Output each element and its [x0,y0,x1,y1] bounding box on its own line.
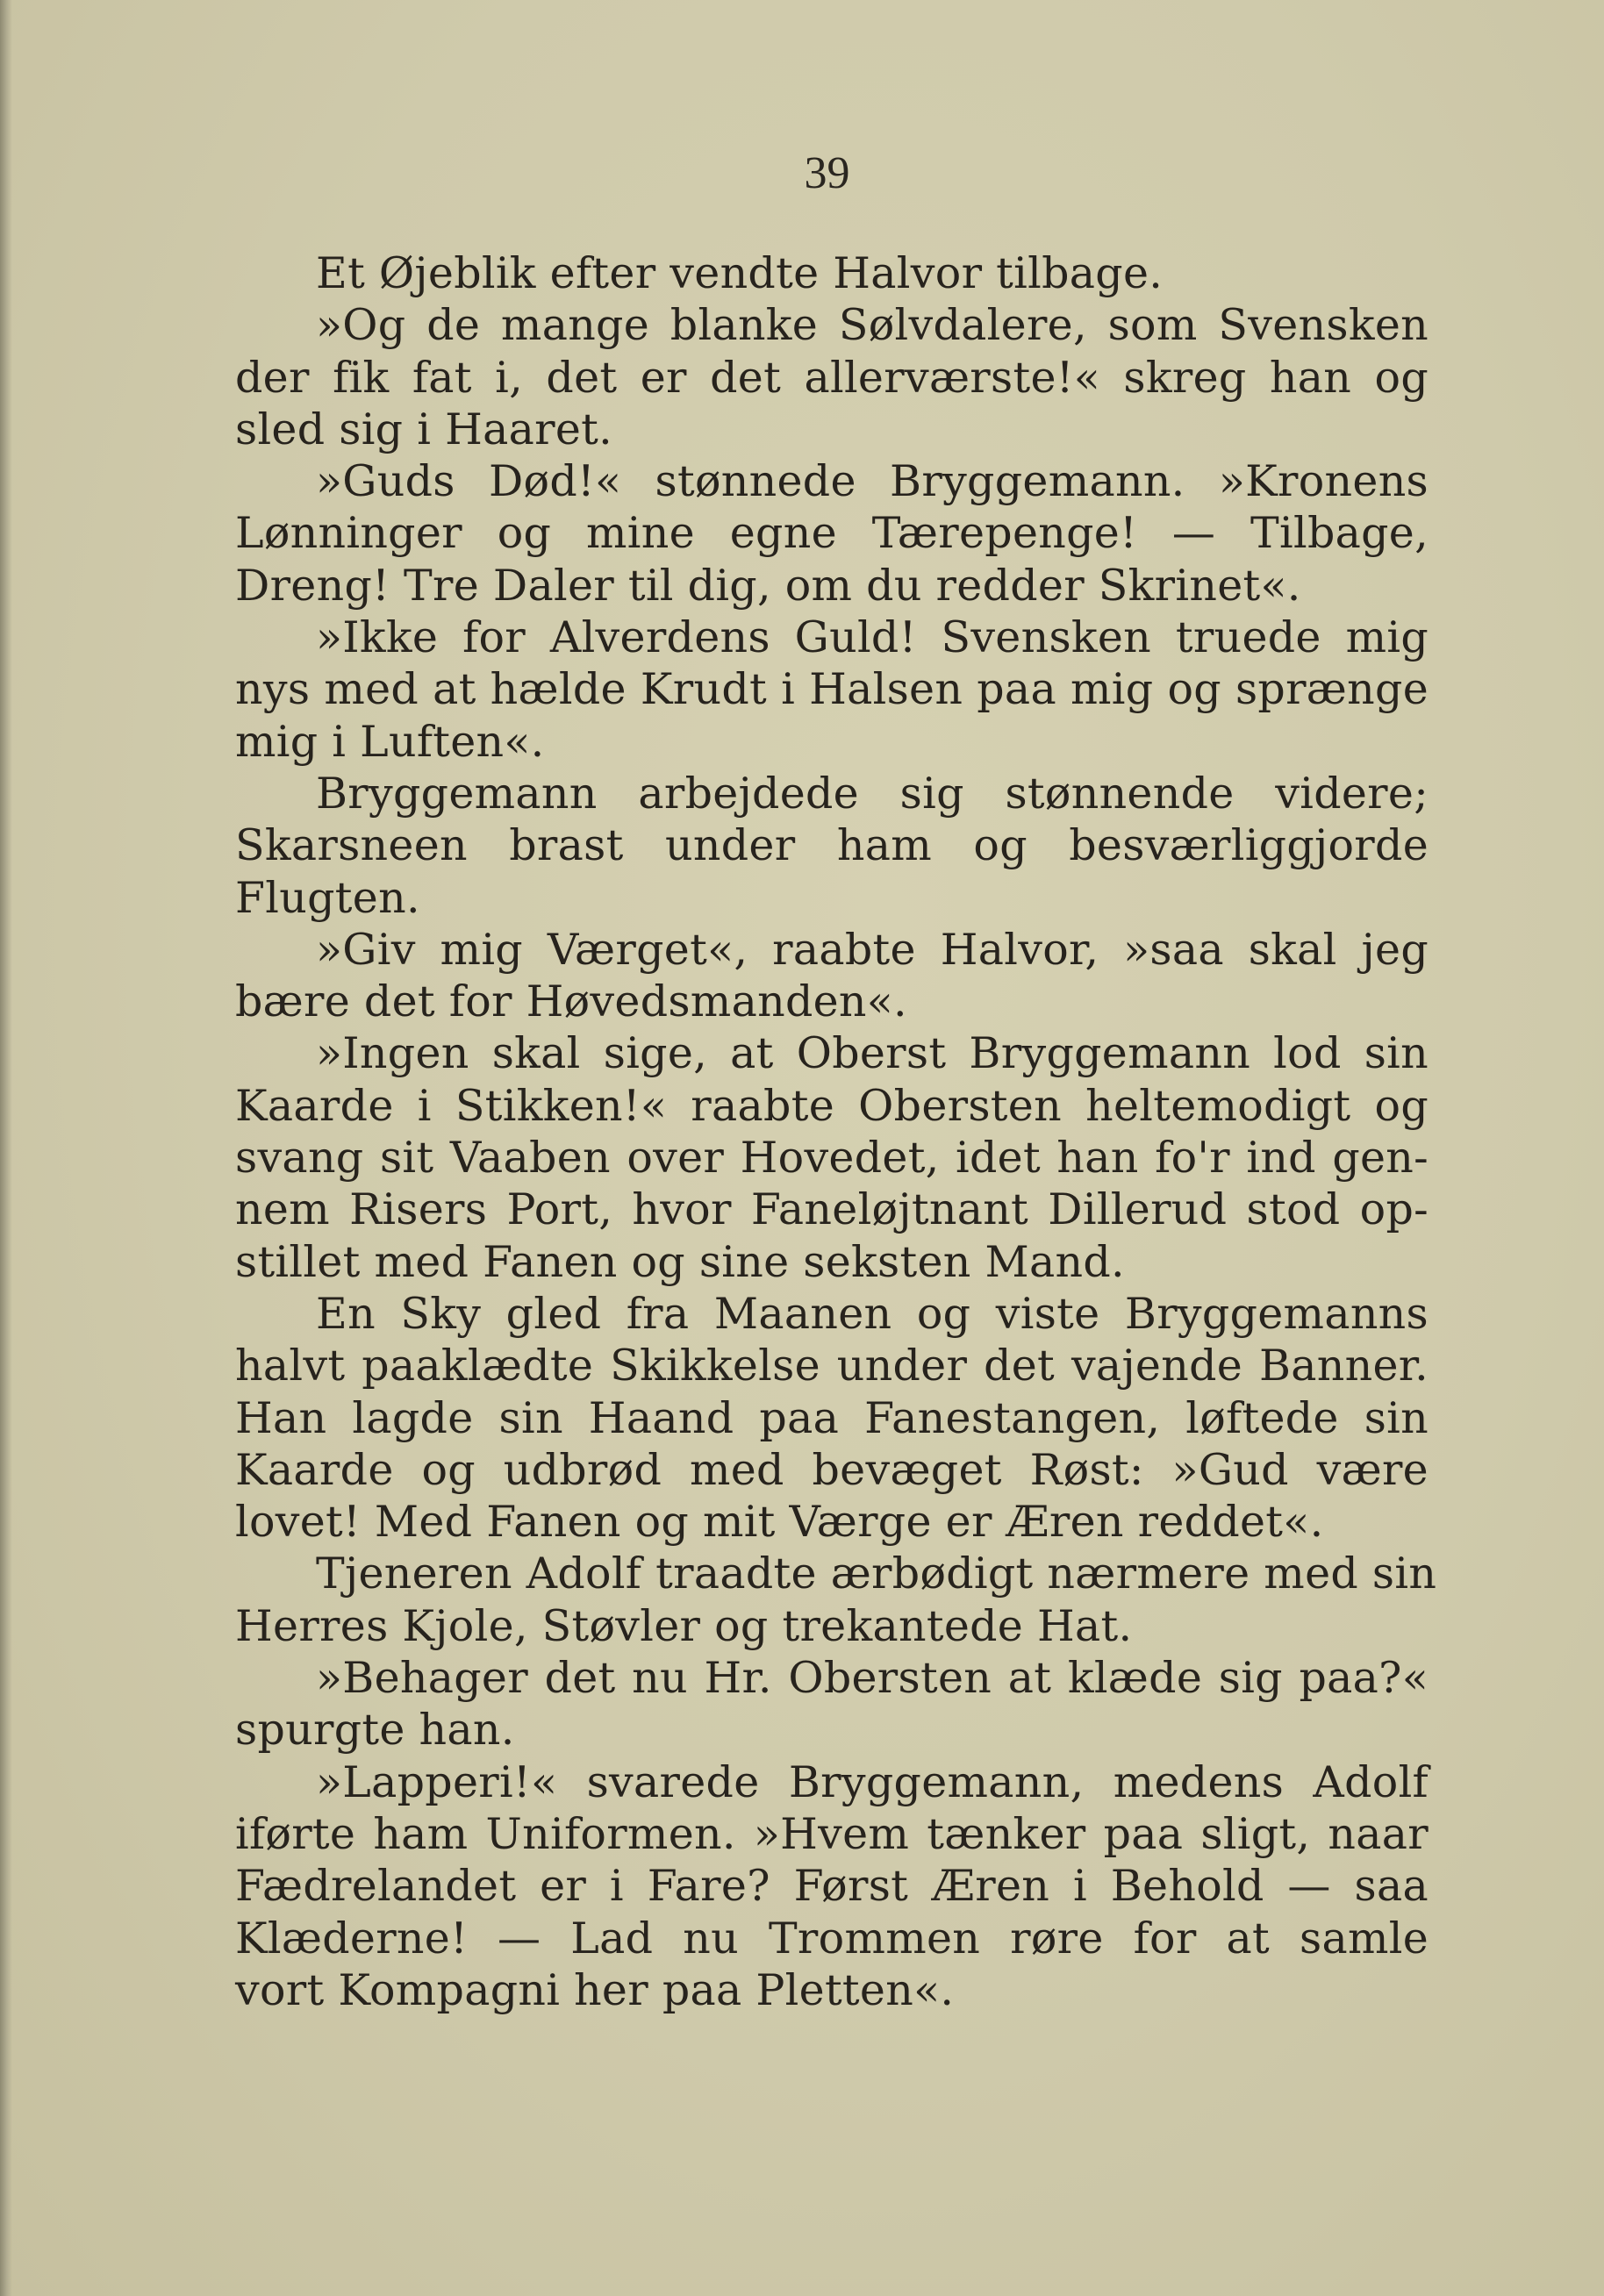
text-line: Skarsneen brast under ham og besværliggjorde [235,820,1429,871]
text-line: der fik fat i, det er det allerværste!« skreg han og [235,352,1429,403]
text-line: »Og de mange blanke Sølvdalere, som Svensken [316,300,1429,351]
text-line: En Sky gled fra Maanen og viste Bryggemanns [316,1288,1429,1339]
text-line: »Guds Død!« stønnede Bryggemann. »Kronens [316,456,1429,507]
text-line: vort Kompagni her paa Pletten«. [235,1964,955,2015]
text-line: Herres Kjole, Støvler og trekantede Hat. [235,1600,1133,1651]
text-line: »Ingen skal sige, at Oberst Bryggemann lod sin [316,1028,1429,1079]
text-line: Lønninger og mine egne Tærepenge! — Tilbage, [235,508,1429,559]
text-line: sled sig i Haaret. [235,404,613,454]
text-line: mig i Luften«. [235,716,545,767]
text-line: Klæderne! — Lad nu Trommen røre for at samle [235,1913,1429,1963]
text-line: stillet med Fanen og sine seksten Mand. [235,1236,1125,1287]
text-line: Bryggemann arbejdede sig stønnende videre; [316,768,1429,819]
body-text [235,247,1437,2016]
text-line: Han lagde sin Haand paa Fanestangen, løftede sin [235,1392,1429,1443]
text-line: Dreng! Tre Daler til dig, om du redder Skrinet«. [235,560,1301,611]
page-binding-edge [0,0,12,2296]
text-line: »Lapperi!« svarede Bryggemann, medens Adolf [316,1756,1429,1807]
page-number: 39 [804,148,850,198]
text-line: Flugten. [235,872,420,923]
text-line: Kaarde og udbrød med bevæget Røst: »Gud være [235,1444,1429,1495]
text-line: Fædrelandet er i Fare? Først Æren i Behold — saa [235,1861,1429,1912]
text-line: Et Øjeblik efter vendte Halvor tilbage. [316,248,1164,298]
text-line: »Ikke for Alverdens Guld! Svensken truede mig [316,612,1429,663]
text-line: spurgte han. [235,1705,515,1756]
text-line: nem Risers Port, hvor Faneløjtnant Dillerud stod op- [235,1184,1429,1235]
text-line: halvt paaklædte Skikkelse under det vajende Banner. [235,1341,1429,1391]
text-line: svang sit Vaaben over Hovedet, idet han fo'r ind gen- [235,1133,1429,1184]
text-line: lovet! Med Fanen og mit Værge er Æren reddet«. [235,1497,1324,1548]
text-line: bære det for Høvedsmanden«. [235,976,907,1027]
text-line: iførte ham Uniformen. »Hvem tænker paa sligt, naar [235,1808,1429,1859]
text-line: Kaarde i Stikken!« raabte Obersten heltemodigt og [235,1080,1429,1131]
text-line: Tjeneren Adolf traadte ærbødigt nærmere med sin [316,1549,1437,1599]
text-line: »Giv mig Værget«, raabte Halvor, »saa skal jeg [316,924,1429,975]
text-line: »Behager det nu Hr. Obersten at klæde sig paa?« [316,1653,1429,1704]
text-line: nys med at hælde Krudt i Halsen paa mig og sprænge [235,664,1429,715]
